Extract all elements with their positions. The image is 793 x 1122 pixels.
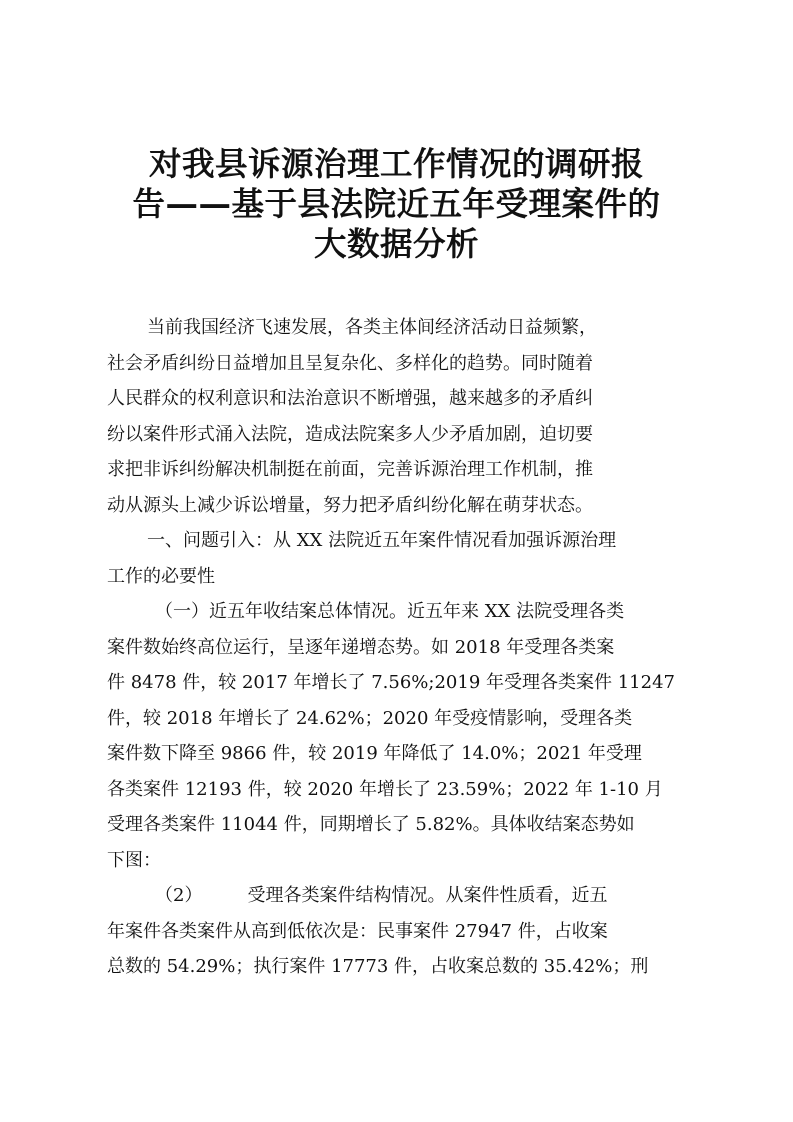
- section-heading-line: 一、问题引入：从 XX 法院近五年案件情况看加强诉源治理: [147, 530, 617, 551]
- paragraph-line: 下图：: [107, 849, 161, 871]
- paragraph-line: 案件数始终高位运行，呈逐年递增态势。如 2018 年受理各类案: [107, 636, 615, 658]
- paragraph-line: （2） 受理各类案件结构情况。从案件性质看，近五: [155, 885, 608, 906]
- paragraph-line: （一）近五年收结案总体情况。近五年来 XX 法院受理各类: [155, 601, 625, 622]
- paragraph-line: 年案件各类案件从高到低依次是：民事案件 27947 件，占收案: [107, 920, 608, 942]
- paragraph-line: 案件数下降至 9866 件，较 2019 年降低了 14.0%；2021 年受理: [107, 743, 642, 764]
- paragraph-line: 件 8478 件，较 2017 年增长了 7.56%;2019 年受理各类案件 11247: [107, 672, 675, 693]
- document-body: [107, 310, 685, 985]
- title-line: 告——基于县法院近五年受理案件的: [132, 184, 661, 223]
- paragraph-line: 纷以案件形式涌入法院，造成法院案多人少矛盾加剧，迫切要: [107, 423, 593, 445]
- document-title: [100, 144, 693, 264]
- paragraph-line: 各类案件 12193 件，较 2020 年增长了 23.59%；2022 年 1-10 月: [107, 778, 663, 800]
- title-line: 大数据分析: [313, 224, 479, 263]
- paragraph-line: 动从源头上减少诉讼增量，努力把矛盾纠纷化解在萌芽状态。: [107, 494, 593, 516]
- paragraph-line: 社会矛盾纠纷日益增加且呈复杂化、多样化的趋势。同时随着: [107, 352, 593, 374]
- paragraph-line: 人民群众的权利意识和法治意识不断增强，越来越多的矛盾纠: [107, 388, 593, 409]
- paragraph-line: 件，较 2018 年增长了 24.62%；2020 年受疫情影响，受理各类: [107, 707, 633, 729]
- paragraph-line: 总数的 54.29%；执行案件 17773 件，占收案总数的 35.42%；刑: [107, 956, 649, 977]
- paragraph-line: 受理各类案件 11044 件，同期增长了 5.82%。具体收结案态势如: [107, 814, 635, 835]
- paragraph-line: 求把非诉纠纷解决机制挺在前面，完善诉源治理工作机制，推: [107, 459, 593, 480]
- section-heading-line: 工作的必要性: [107, 565, 215, 587]
- title-line: 对我县诉源治理工作情况的调研报: [148, 144, 644, 183]
- paragraph-line: 当前我国经济飞速发展，各类主体间经济活动日益频繁，: [147, 317, 597, 338]
